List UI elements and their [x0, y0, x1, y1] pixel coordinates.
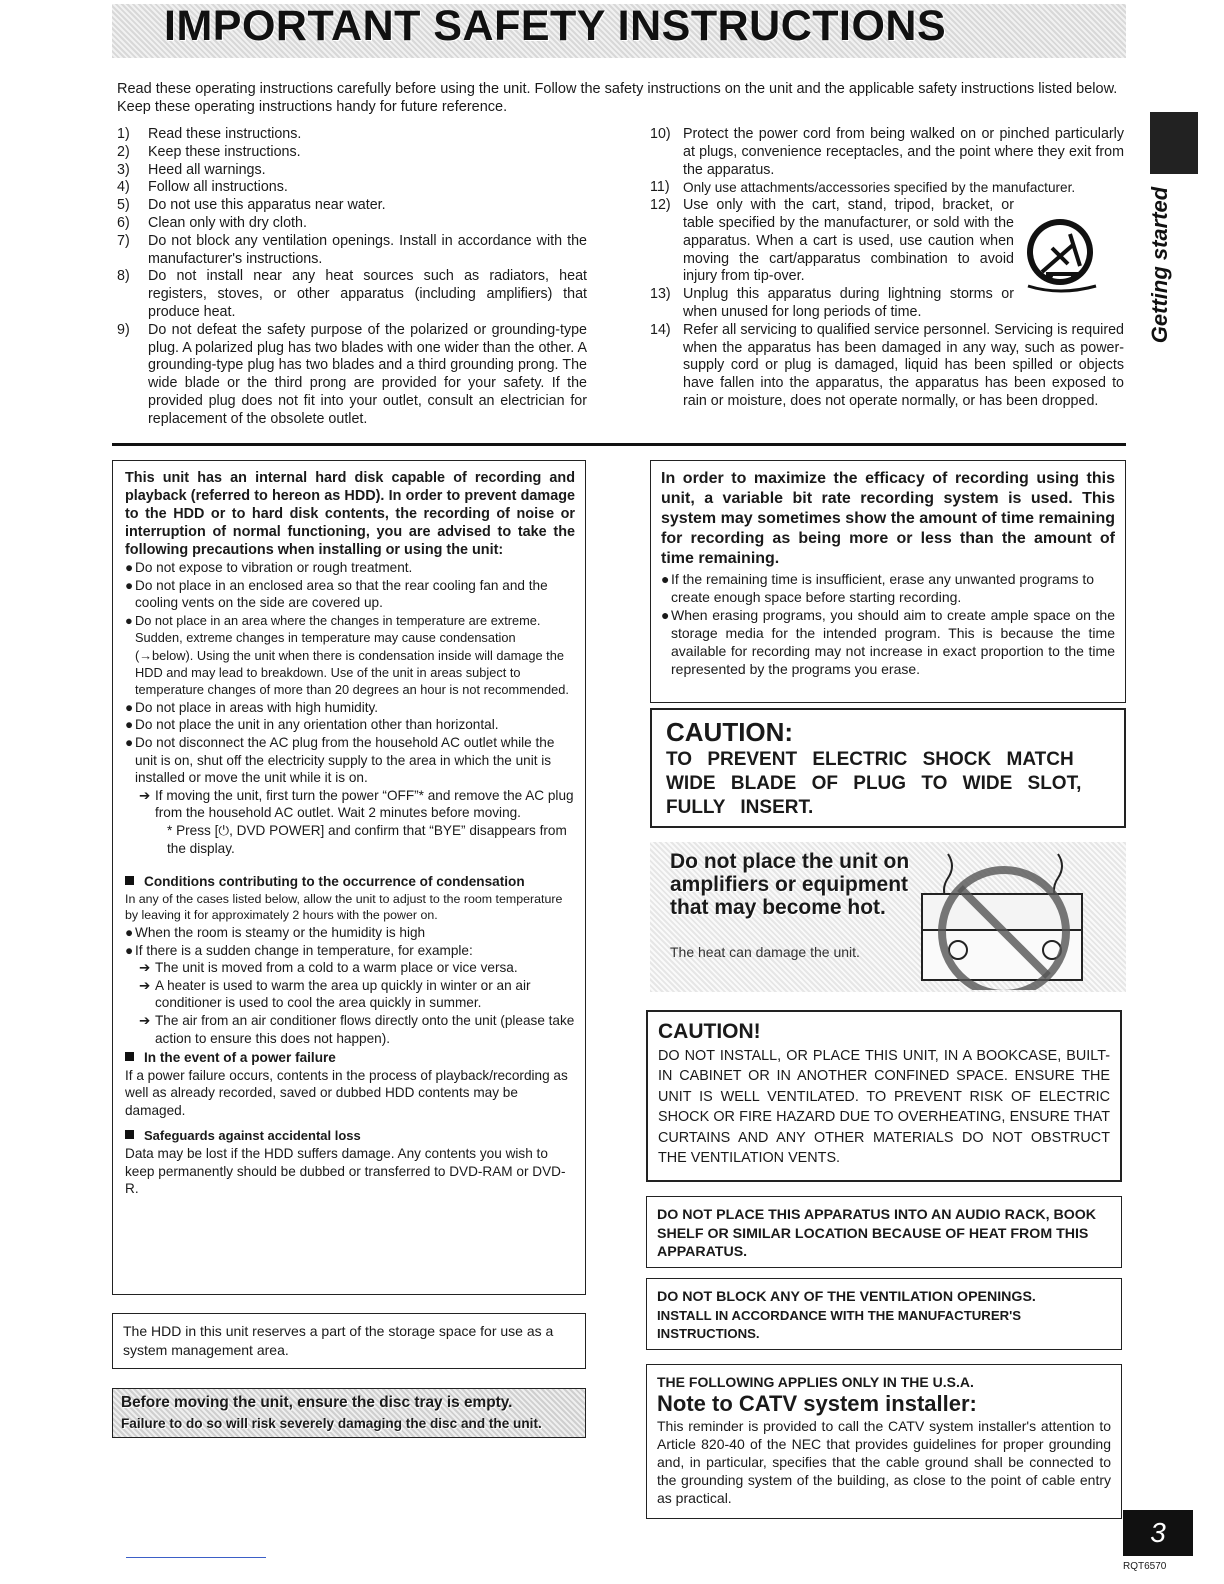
list-item: ● When erasing programs, you should aim to create ample space on the storage media for the intended program. This is because the time available for recording may not increase in exact proportion to the time represented by the programs you erase.	[661, 607, 1115, 677]
instruction-item: 8) Do not install near any heat sources such as radiators, heat registers, stoves, or other apparatus (including amplifiers) that produce heat.	[117, 268, 587, 320]
heat-warning-sub: The heat can damage the unit.	[670, 944, 860, 960]
catv-pre: THE FOLLOWING APPLIES ONLY IN THE U.S.A.	[657, 1374, 974, 1390]
catv-title: Note to CATV system installer:	[657, 1391, 977, 1416]
caution-title: CAUTION:	[666, 717, 794, 747]
ventilation-line2: INSTALL IN ACCORDANCE WITH THE MANUFACTURER'S INSTRUCTIONS.	[657, 1307, 1022, 1341]
cart-tip-over-warning-icon	[1022, 214, 1102, 296]
instruction-item: 1) Read these instructions.	[117, 126, 302, 142]
no-stacking-illustration-icon	[918, 844, 1118, 990]
instruction-item: 6) Clean only with dry cloth.	[117, 214, 307, 231]
instruction-item: 5) Do not use this apparatus near water.	[117, 197, 386, 214]
disc-tray-warning	[112, 1388, 586, 1438]
vbr-info-box	[650, 460, 1126, 703]
instruction-item: 11) Only use attachments/accessories specified by the manufacturer.	[650, 179, 1076, 196]
arrow-right-icon: ➔	[139, 787, 151, 803]
instruction-item: 12) Use only with the cart, stand, tripod, bracket, or table specified by the manufacturer, or sold with the apparatus. When a cart is used, use caution when moving the cart/apparatus combination to avoid injury from tip-over.	[650, 197, 1014, 285]
safeguards-heading: Safeguards against accidental loss	[125, 1127, 575, 1145]
vbr-heading: In order to maximize the efficacy of recording using this unit, a variable bit rate recording system is used. This system may sometimes show the amount of time remaining for recording as being more or less than the amount of time remaining.	[661, 470, 1115, 567]
caution-text: TO PREVENT ELECTRIC SHOCK MATCH WIDE BLADE OF PLUG TO WIDE SLOT, FULLY INSERT.	[666, 749, 1082, 818]
caution-install-title: CAUTION!	[658, 1020, 761, 1043]
audio-rack-warning: DO NOT PLACE THIS APPARATUS INTO AN AUDIO RACK, BOOK SHELF OR SIMILAR LOCATION BECAUSE OF HEAT FROM THIS APPARATUS.	[646, 1196, 1122, 1268]
instructions-list-left	[117, 126, 587, 429]
caution-plug-box	[650, 708, 1126, 828]
page-number: 3	[1123, 1510, 1193, 1556]
arrow-right-icon: ➔	[139, 1012, 151, 1028]
instruction-item: 14) Refer all servicing to qualified service personnel. Servicing is required when the apparatus has been damaged in any way, such as power-supply cord or plug is damaged, liquid has been spilled or objects have fallen into the apparatus, the apparatus has been exposed to rain or moisture, does not operate normally, or has been dropped.	[650, 321, 1124, 409]
instruction-item: 2) Keep these instructions.	[117, 143, 301, 160]
caution-install-text: DO NOT INSTALL, OR PLACE THIS UNIT, IN A BOOKCASE, BUILT-IN CABINET OR IN ANOTHER CONFINED SPACE. ENSURE THE UNIT IS WELL VENTILATED. TO PREVENT RISK OF ELECTRIC SHOCK OR FIRE HAZARD DUE TO OVERHEATING, ENSURE THAT CURTAINS AND ANY OTHER MATERIALS DO NOT OBSTRUCT THE VENTILATION VENTS.	[658, 1048, 1110, 1167]
heat-warning-heading: Do not place the unit on amplifiers or equipment that may become hot.	[670, 850, 910, 919]
list-item: ● Do not place in areas with high humidity.	[125, 699, 379, 715]
instruction-item: 10) Protect the power cord from being walked on or pinched particularly at plugs, convenience receptacles, and the point where they exit from the apparatus.	[650, 126, 1124, 178]
list-item: ● Do not place in an enclosed area so that the rear cooling fan and the cooling vents on the side are covered up.	[125, 577, 548, 611]
list-item: ● Do not place in an area where the changes in temperature are extreme. Sudden, extreme changes in temperature may cause condensation (→below). Using the unit when there is condensation inside will damage the HDD and may lead to breakdown. Use of the unit in areas subject to temperature changes of more than 20 degrees an hour is not recommended.	[125, 612, 569, 698]
instruction-item: 3) Heed all warnings.	[117, 161, 266, 178]
arrow-right-icon: ➔	[139, 977, 151, 993]
condensation-heading: Conditions contributing to the occurrence of condensation	[125, 873, 575, 891]
ventilation-line1: DO NOT BLOCK ANY OF THE VENTILATION OPENINGS.	[657, 1289, 1036, 1305]
list-item: ● Do not expose to vibration or rough treatment.	[125, 560, 413, 575]
heat-warning-panel	[650, 842, 1126, 992]
hdd-heading: This unit has an internal hard disk capable of recording and playback (referred to hereon as HDD). In order to prevent damage to the HDD or to hard disk contents, the recording of noise or interruption of normal functioning, you are advised to take the following precautions when installing or using the unit:	[125, 470, 575, 558]
square-bullet-icon	[125, 1130, 134, 1139]
arrow-right-icon: ➔	[139, 960, 151, 976]
instruction-item: 13) Unplug this apparatus during lightning storms or when unused for long periods of time.	[650, 286, 1014, 320]
condensation-intro: In any of the cases listed below, allow the unit to adjust to the room temperature by leaving it for approximately 2 hours with the power on.	[125, 891, 563, 923]
square-bullet-icon	[125, 1052, 134, 1061]
side-tab-marker	[1150, 112, 1198, 174]
move-note: ➔ If moving the unit, first turn the power “OFF”* and remove the AC plug from the household AC outlet. Wait 2 minutes before moving.	[139, 787, 574, 821]
intro-paragraph: Read these operating instructions carefully before using the unit. Follow the safety instructions on the unit and the applicable safety instructions listed below. Keep these operating instructions handy for future reference.	[117, 81, 1118, 115]
document-code: RQT6570	[1123, 1561, 1167, 1572]
safeguards-text: Data may be lost if the HDD suffers damage. Any contents you wish to keep permanently should be dubbed or transferred to DVD-RAM or DVD-R.	[125, 1146, 566, 1197]
power-failure-text: If a power failure occurs, contents in the process of playback/recording as well as already recorded, saved or dubbed HDD contents may be damaged.	[125, 1067, 568, 1118]
instruction-item: 7) Do not block any ventilation openings. Install in accordance with the manufacturer's instructions.	[117, 232, 587, 267]
side-tab-label: Getting started	[1147, 186, 1172, 344]
catv-note-box	[646, 1364, 1122, 1519]
list-item: ● If the remaining time is insufficient, erase any unwanted programs to create enough space before starting recording.	[661, 571, 1095, 605]
ventilation-warning	[646, 1278, 1122, 1350]
list-item: ➔ The air from an air conditioner flows directly onto the unit (please take action to ensure this does not happen).	[139, 1012, 575, 1046]
footer-line	[126, 1557, 266, 1558]
instruction-item: 4) Follow all instructions.	[117, 179, 288, 196]
catv-text: This reminder is provided to call the CATV system installer's attention to Article 820-40 of the NEC that provides guidelines for proper grounding and, in particular, specifies that the cable ground shall be connected to the grounding system of the building, as close to the point of cable entry as practical.	[657, 1418, 1111, 1506]
list-item: ● When the room is steamy or the humidity is high	[125, 924, 426, 940]
section-divider	[112, 443, 1126, 446]
hdd-reserve-box: The HDD in this unit reserves a part of the storage space for use as a system management area.	[112, 1313, 586, 1369]
list-item: ● Do not disconnect the AC plug from the household AC outlet while the unit is on, shut off the electricity supply to the area in which the unit is installed or move the unit while it is on.	[125, 735, 555, 786]
hdd-precautions-box	[112, 460, 586, 1295]
list-item: ● Do not place the unit in any orientation other than horizontal.	[125, 717, 499, 733]
power-failure-heading: In the event of a power failure	[125, 1049, 575, 1067]
square-bullet-icon	[125, 876, 134, 885]
page-header-banner	[112, 4, 1126, 58]
disc-tray-line1: Before moving the unit, ensure the disc tray is empty.	[121, 1394, 513, 1411]
page-title: IMPORTANT SAFETY INSTRUCTIONS	[164, 2, 947, 50]
list-item: ● If there is a sudden change in temperature, for example:	[125, 942, 473, 958]
caution-install-box	[646, 1010, 1122, 1182]
footnote: * Press [⏻, DVD POWER] and confirm that “BYE” disappears from the display.	[167, 822, 567, 856]
list-item: ➔ The unit is moved from a cold to a warm place or vice versa.	[139, 960, 518, 976]
instruction-item: 9) Do not defeat the safety purpose of the polarized or grounding-type plug. A polarized plug has two blades with one wider than the other. A grounding-type plug has two blades and a third grounding prong. The wide blade or the third prong are provided for your safety. If the provided plug does not fit into your outlet, consult an electrician for replacement of the obsolete outlet.	[117, 321, 587, 427]
disc-tray-line2: Failure to do so will risk severely damaging the disc and the unit.	[121, 1416, 542, 1431]
list-item: ➔ A heater is used to warm the area up quickly in winter or an air conditioner is used to cool the area quickly in summer.	[139, 977, 531, 1011]
